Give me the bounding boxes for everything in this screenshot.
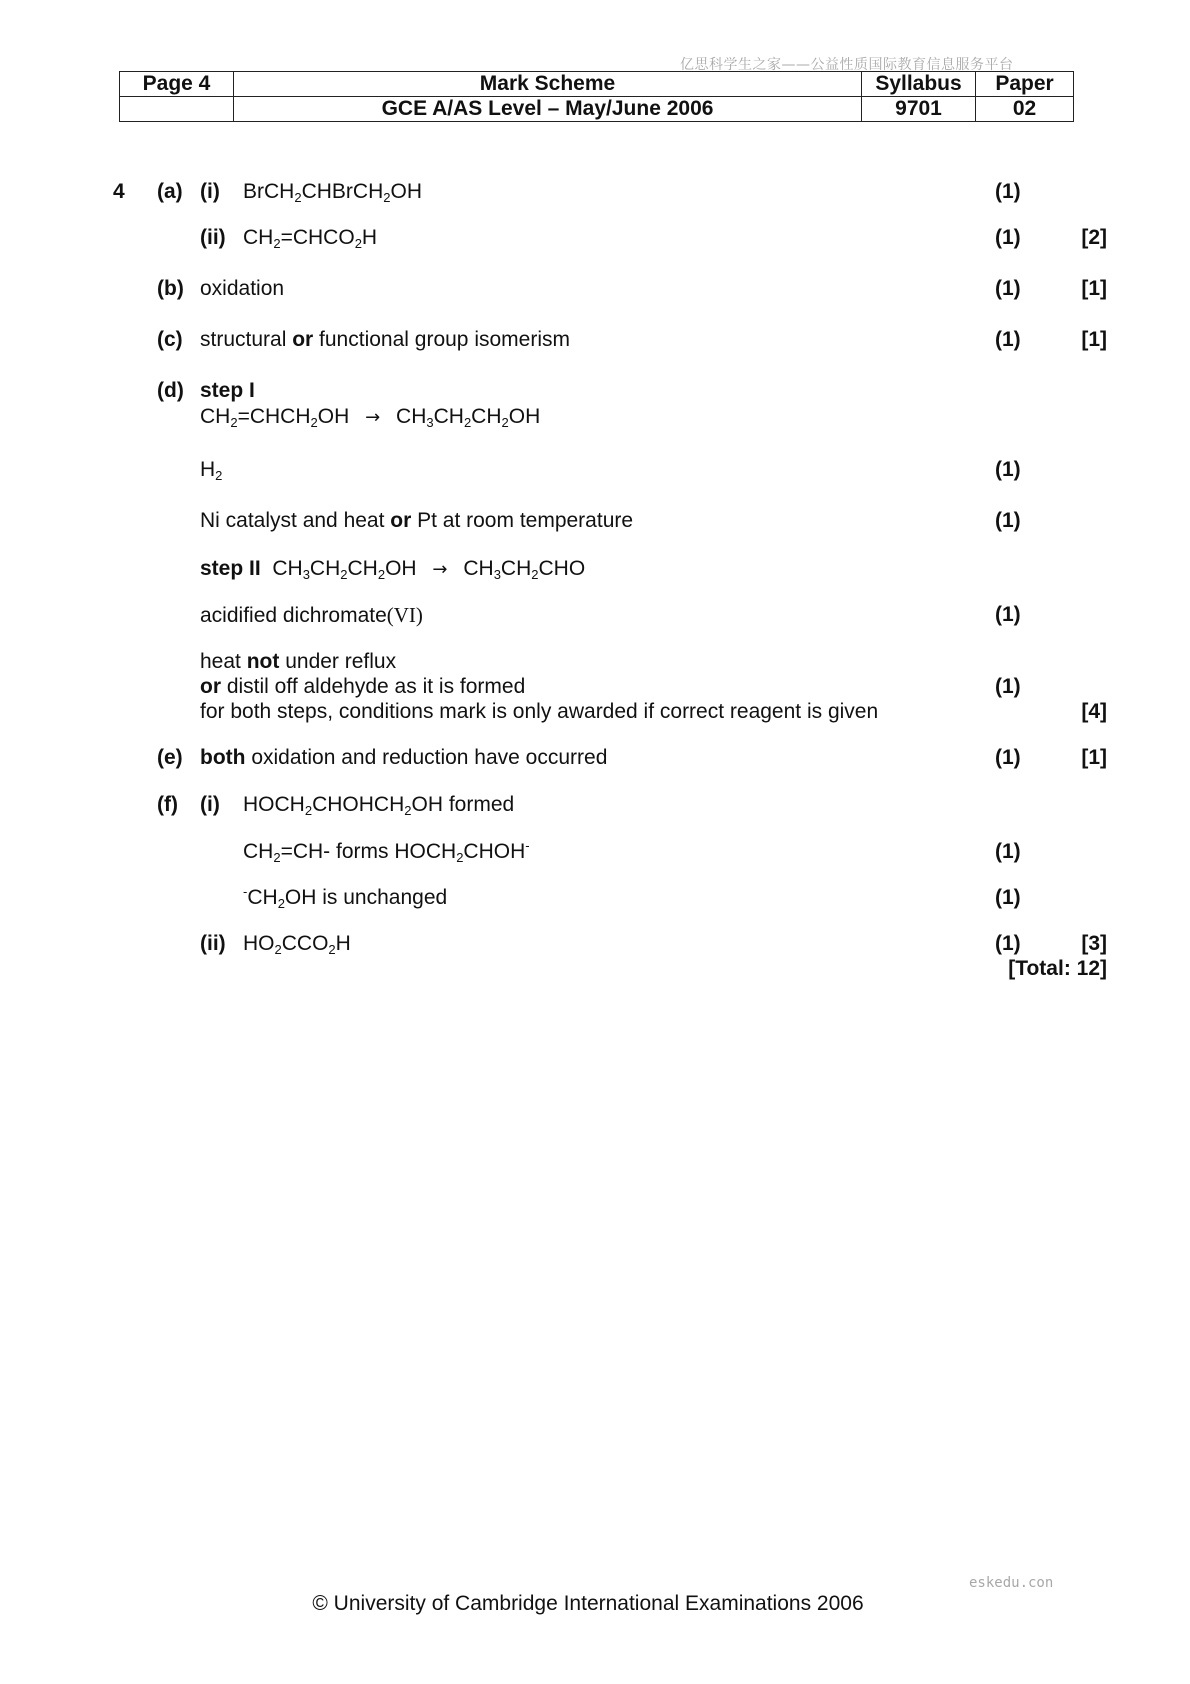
part-label-b: (b)	[157, 277, 184, 300]
part-label-e: (e)	[157, 746, 183, 769]
mark-a-i: (1)	[995, 180, 1021, 203]
total-d: [4]	[1081, 700, 1107, 723]
mark-d-conditions-2: (1)	[995, 675, 1021, 698]
mark-d-dichromate: (1)	[995, 603, 1021, 626]
mark-d-conditions-1: (1)	[995, 509, 1021, 532]
answer-e: both oxidation and reduction have occurred	[200, 746, 608, 769]
step-1-heading: step I	[200, 379, 255, 402]
reagent-hydrogen: $H_2$	[200, 458, 223, 483]
paper-label: Paper	[976, 72, 1074, 97]
total-a: [2]	[1081, 226, 1107, 249]
answer-f-i-alkene: $CH_2=CH-$ forms $HOCH_2CHOH^-$	[243, 838, 530, 865]
page-number: Page 4	[120, 72, 234, 97]
answer-a-i: BrCH$_2$CHBrCH$_2$OH	[243, 180, 422, 205]
copyright: © University of Cambridge International Examinations 2006	[312, 1592, 864, 1615]
total-e: [1]	[1081, 746, 1107, 769]
part-label-c: (c)	[157, 328, 183, 351]
page-title: Mark Scheme	[234, 72, 862, 97]
answer-a-ii: $CH_2=CHCO_2H$	[243, 226, 378, 251]
question-number: 4	[113, 180, 125, 203]
total-c: [1]	[1081, 328, 1107, 351]
mark-b: (1)	[995, 277, 1021, 300]
answer-f-i-alcohol: $^-CH_2OH$ is unchanged	[243, 884, 448, 911]
part-label-a: (a)	[157, 180, 183, 203]
answer-c: structural or functional group isomerism	[200, 328, 570, 351]
sub-label-a-ii: (ii)	[200, 226, 226, 249]
reagent-dichromate: acidified dichromate(VI)	[200, 603, 423, 627]
header-table	[119, 71, 1074, 122]
answer-f-i-product: $HOCH_2CHOHCH_2OH$ formed	[243, 793, 515, 818]
condition-heat: heat not under reflux	[200, 650, 397, 673]
step-1-equation: $CH_2=CHCH_2OH \to CH_3CH_2CH_2OH$	[200, 405, 541, 430]
mark-f-i-alkene: (1)	[995, 840, 1021, 863]
watermark-bottom: eskedu.con	[969, 1575, 1054, 1591]
sub-label-f-i: (i)	[200, 793, 220, 816]
mark-c: (1)	[995, 328, 1021, 351]
header-empty-cell	[120, 97, 234, 122]
note-both-steps: for both steps, conditions mark is only awarded if correct reagent is given	[200, 700, 879, 723]
total-f: [3]	[1081, 932, 1107, 955]
watermark-top: 亿思科学生之家——公益性质国际教育信息服务平台	[680, 57, 1014, 73]
mark-f-i-alcohol: (1)	[995, 886, 1021, 909]
answer-b: oxidation	[200, 277, 285, 300]
syllabus-code: 9701	[862, 97, 976, 122]
mark-d-h2: (1)	[995, 458, 1021, 481]
syllabus-label: Syllabus	[862, 72, 976, 97]
condition-distil: or distil off aldehyde as it is formed	[200, 675, 526, 698]
sub-label-f-ii: (ii)	[200, 932, 226, 955]
mark-f-ii: (1)	[995, 932, 1021, 955]
footer	[0, 1592, 1190, 1616]
step-2-line: step II $CH_3CH_2CH_2OH \to CH_3CH_2CHO$	[200, 557, 586, 582]
mark-e: (1)	[995, 746, 1021, 769]
paper-number: 02	[976, 97, 1074, 122]
total-b: [1]	[1081, 277, 1107, 300]
part-label-d: (d)	[157, 379, 184, 402]
condition-step-1: Ni catalyst and heat or Pt at room temperature	[200, 509, 634, 532]
part-label-f: (f)	[157, 793, 178, 816]
mark-a-ii: (1)	[995, 226, 1021, 249]
exam-session: GCE A/AS Level – May/June 2006	[234, 97, 862, 122]
sub-label-a-i: (i)	[200, 180, 220, 203]
question-total: [Total: 12]	[1008, 957, 1107, 980]
answer-f-ii: $HO_2CCO_2H$	[243, 932, 351, 957]
